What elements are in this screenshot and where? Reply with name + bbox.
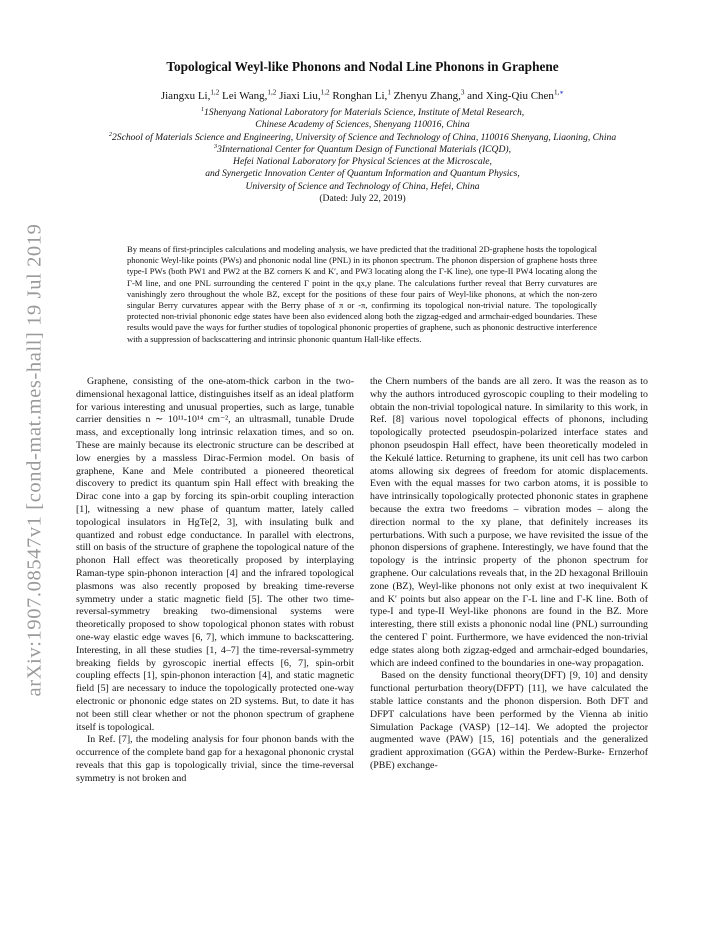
body-paragraph: In Ref. [7], the modeling analysis for four phonon bands with the occurrence of the complete band gap for a hexagonal phononic crystal reveals that this gap is topologically trivial, since the time-reversal symmetry is not broken and: [76, 734, 354, 784]
body-paragraph: the Chern numbers of the bands are all zero. It was the reason as to why the authors introduced gyroscopic coupling to their modeling to obtain the non-trivial topological nature. In similarity to this work, in Ref. [8] various novel topological effects of phonons, including topologically protected pseudospin-polarized interface states and phonon pseudospin Hall effect, have been theoretically modeled in the Kekulé lattice. Returning to graphene, its unit cell has two carbon atoms allowing six degrees of freedom for atomic displacements. Even with the equal masses for two carbon atoms, it is possible to have intrinsically topologically protected phononic states in graphene because the extra two freedoms – vibration modes – along the direction normal to the xy plane, that definitely increases its perturbations. With such a purpose, we have revisited the issue of the phonon dispersions of graphene. Interestingly, we have found that the topology is the intrinsic property of the phonon spectrum for graphene. Our calculations reveals that, in the 2D hexagonal Brillouin zone (BZ), Weyl-like phonons not only exist at two inequivalent K and K′ points but also appear on the Γ-L line and Γ-K line. Both of type-I and type-II Weyl-like phonons are found in the BZ. More interesting, there still exists a phononic nodal line (PNL) surrounding the centered Γ point. Furthermore, we have evidenced the non-trivial edge states along both zigzag-edged and armchair-edged boundaries, which are indeed confined to the boundaries in one-way propagation.: [370, 376, 648, 669]
affiliation-line: $^3$3International Center for Quantum Design of Functional Materials (ICQD),: [213, 142, 512, 155]
affiliation-line: Chinese Academy of Sciences, Shenyang 110016, China: [255, 119, 470, 131]
arxiv-stamp: arXiv:1907.08547v1 [cond-mat.mes-hall] 19 Jul 2019: [23, 223, 46, 697]
affiliations: [60, 107, 665, 205]
affiliation-line: Hefei National Laboratory for Physical Sciences at the Microscale,: [233, 156, 492, 168]
affiliation-line: and Synergetic Innovation Center of Quantum Information and Quantum Physics,: [205, 168, 520, 180]
arxiv-sidebar: [18, 200, 52, 720]
body-paragraph: Based on the density functional theory(DFT) [9, 10] and density functional perturbation theory(DFPT) [11], we have calculated the stable lattice constants and the phonon dispersion. Both DFT and DFPT calculations have been performed by the Vienna ab initio Simulation Package (VASP) [12–14]. We adopted the projector augmented wave (PAW) [15, 16] potentials and the generalized gradient approximation (GGA) within the Perdew-Burke- Ernzerhof (PBE) exchange-: [370, 670, 648, 771]
affiliation-line: $^1$1Shenyang National Laboratory for Materials Science, Institute of Metal Research,: [200, 105, 525, 118]
left-column: [76, 376, 354, 786]
affiliation-line: $^2$2School of Materials Science and Engineering, University of Science and Technology of China, 110016 Shenyang, Liaoning, China: [108, 130, 617, 143]
right-column: [370, 376, 648, 773]
dated-line: (Dated: July 22, 2019): [319, 193, 406, 205]
paper-title: Topological Weyl-like Phonons and Nodal Line Phonons in Graphene: [166, 59, 559, 74]
abstract: By means of first-principles calculations and modeling analysis, we have predicted that the traditional 2D-graphene hosts the topological phononic Weyl-like points (PWs) and phononic nodal line (PNL) in its phonon spectrum. The phonon dispersion of graphene hosts three type-I PWs (both PW1 and PW2 at the BZ corners K and K′, and PW3 locating along the Γ-K line), one type-II PW4 locating along the Γ-M line, and one PNL surrounding the centered Γ point in the qx,y plane. The calculations further reveal that Berry curvatures are vanishingly zero throughout the whole BZ, except for the positions of these four pairs of Weyl-like phonons, at which the non-zero singular Berry curvatures appear with the Berry phase of π or -π, confirming its topological non-trivial nature. The topologically protected non-trivial phononic edge states have been also evidenced along both the zigzag-edged and armchair-edged boundaries. These results would pave the ways for further studies of topological phononic properties of graphene, such as phononic destructive interference with a suppression of backscattering and intrinsic phononic quantum Hall-like effects.: [127, 244, 597, 344]
body-paragraph: Graphene, consisting of the one-atom-thick carbon in the two-dimensional hexagonal lattice, distinguishes itself as an ideal platform for various interesting and unusual properties, such as large, tunable carrier densities n ∼ 10¹¹-10¹⁴ cm⁻², an ultrasmall, tunable Drude mass, and exceptionally long intrinsic relaxation times, and so on. These are mainly because its electronic structure can be described at low energies by a massless Dirac-Fermion model. On basis of graphene, Kane and Mele contributed a pioneered theoretical discovery to predict its quantum spin Hall effect with breaking the Dirac cone into a gap by forcing its spin-orbit coupling interaction [1], witnessing a new phase of quantum matter, lately called topological insulators in HgTe[2, 3], with insulating bulk and quantized and robust edge conductance. In parallel with electrons, still on basis of the structure of graphene the topological nature of the phonon Hall effect was theoretically proposed by interplaying Raman-type spin-phonon interaction [4] and the infrared topological plasmons was also recently proposed by breaking time-reverse symmetry under a static magnetic field [5]. The other two time-reversal-symmetry breaking two-dimensional systems were theoretically proposed to show topological phonon states with robust one-way elastic edge waves [6, 7], which immune to backscattering. Interesting, in all these studies [1, 4–7] the time-reversal-symmetry breaking fields by gyroscopic inertial effects [6, 7], spin-orbit coupling effects [1], spin-phonon interaction [4], and static magnetic field [5] are necessary to induce the topologically protected one-way electronic or phononic edge states on 2D systems. But, to date it has not been still clear whether or not the phonon spectrum of graphene itself is topological.: [76, 376, 354, 733]
affiliation-line: University of Science and Technology of China, Hefei, China: [245, 180, 480, 192]
author-list: Jiangxu Li,$^{1,2}$ Lei Wang,$^{1,2}$ Jiaxi Liu,$^{1,2}$ Ronghan Li,$^1$ Zhenyu Zhang,$^3$ and Xing-Qiu Chen$^{1,∗}$: [160, 88, 565, 102]
